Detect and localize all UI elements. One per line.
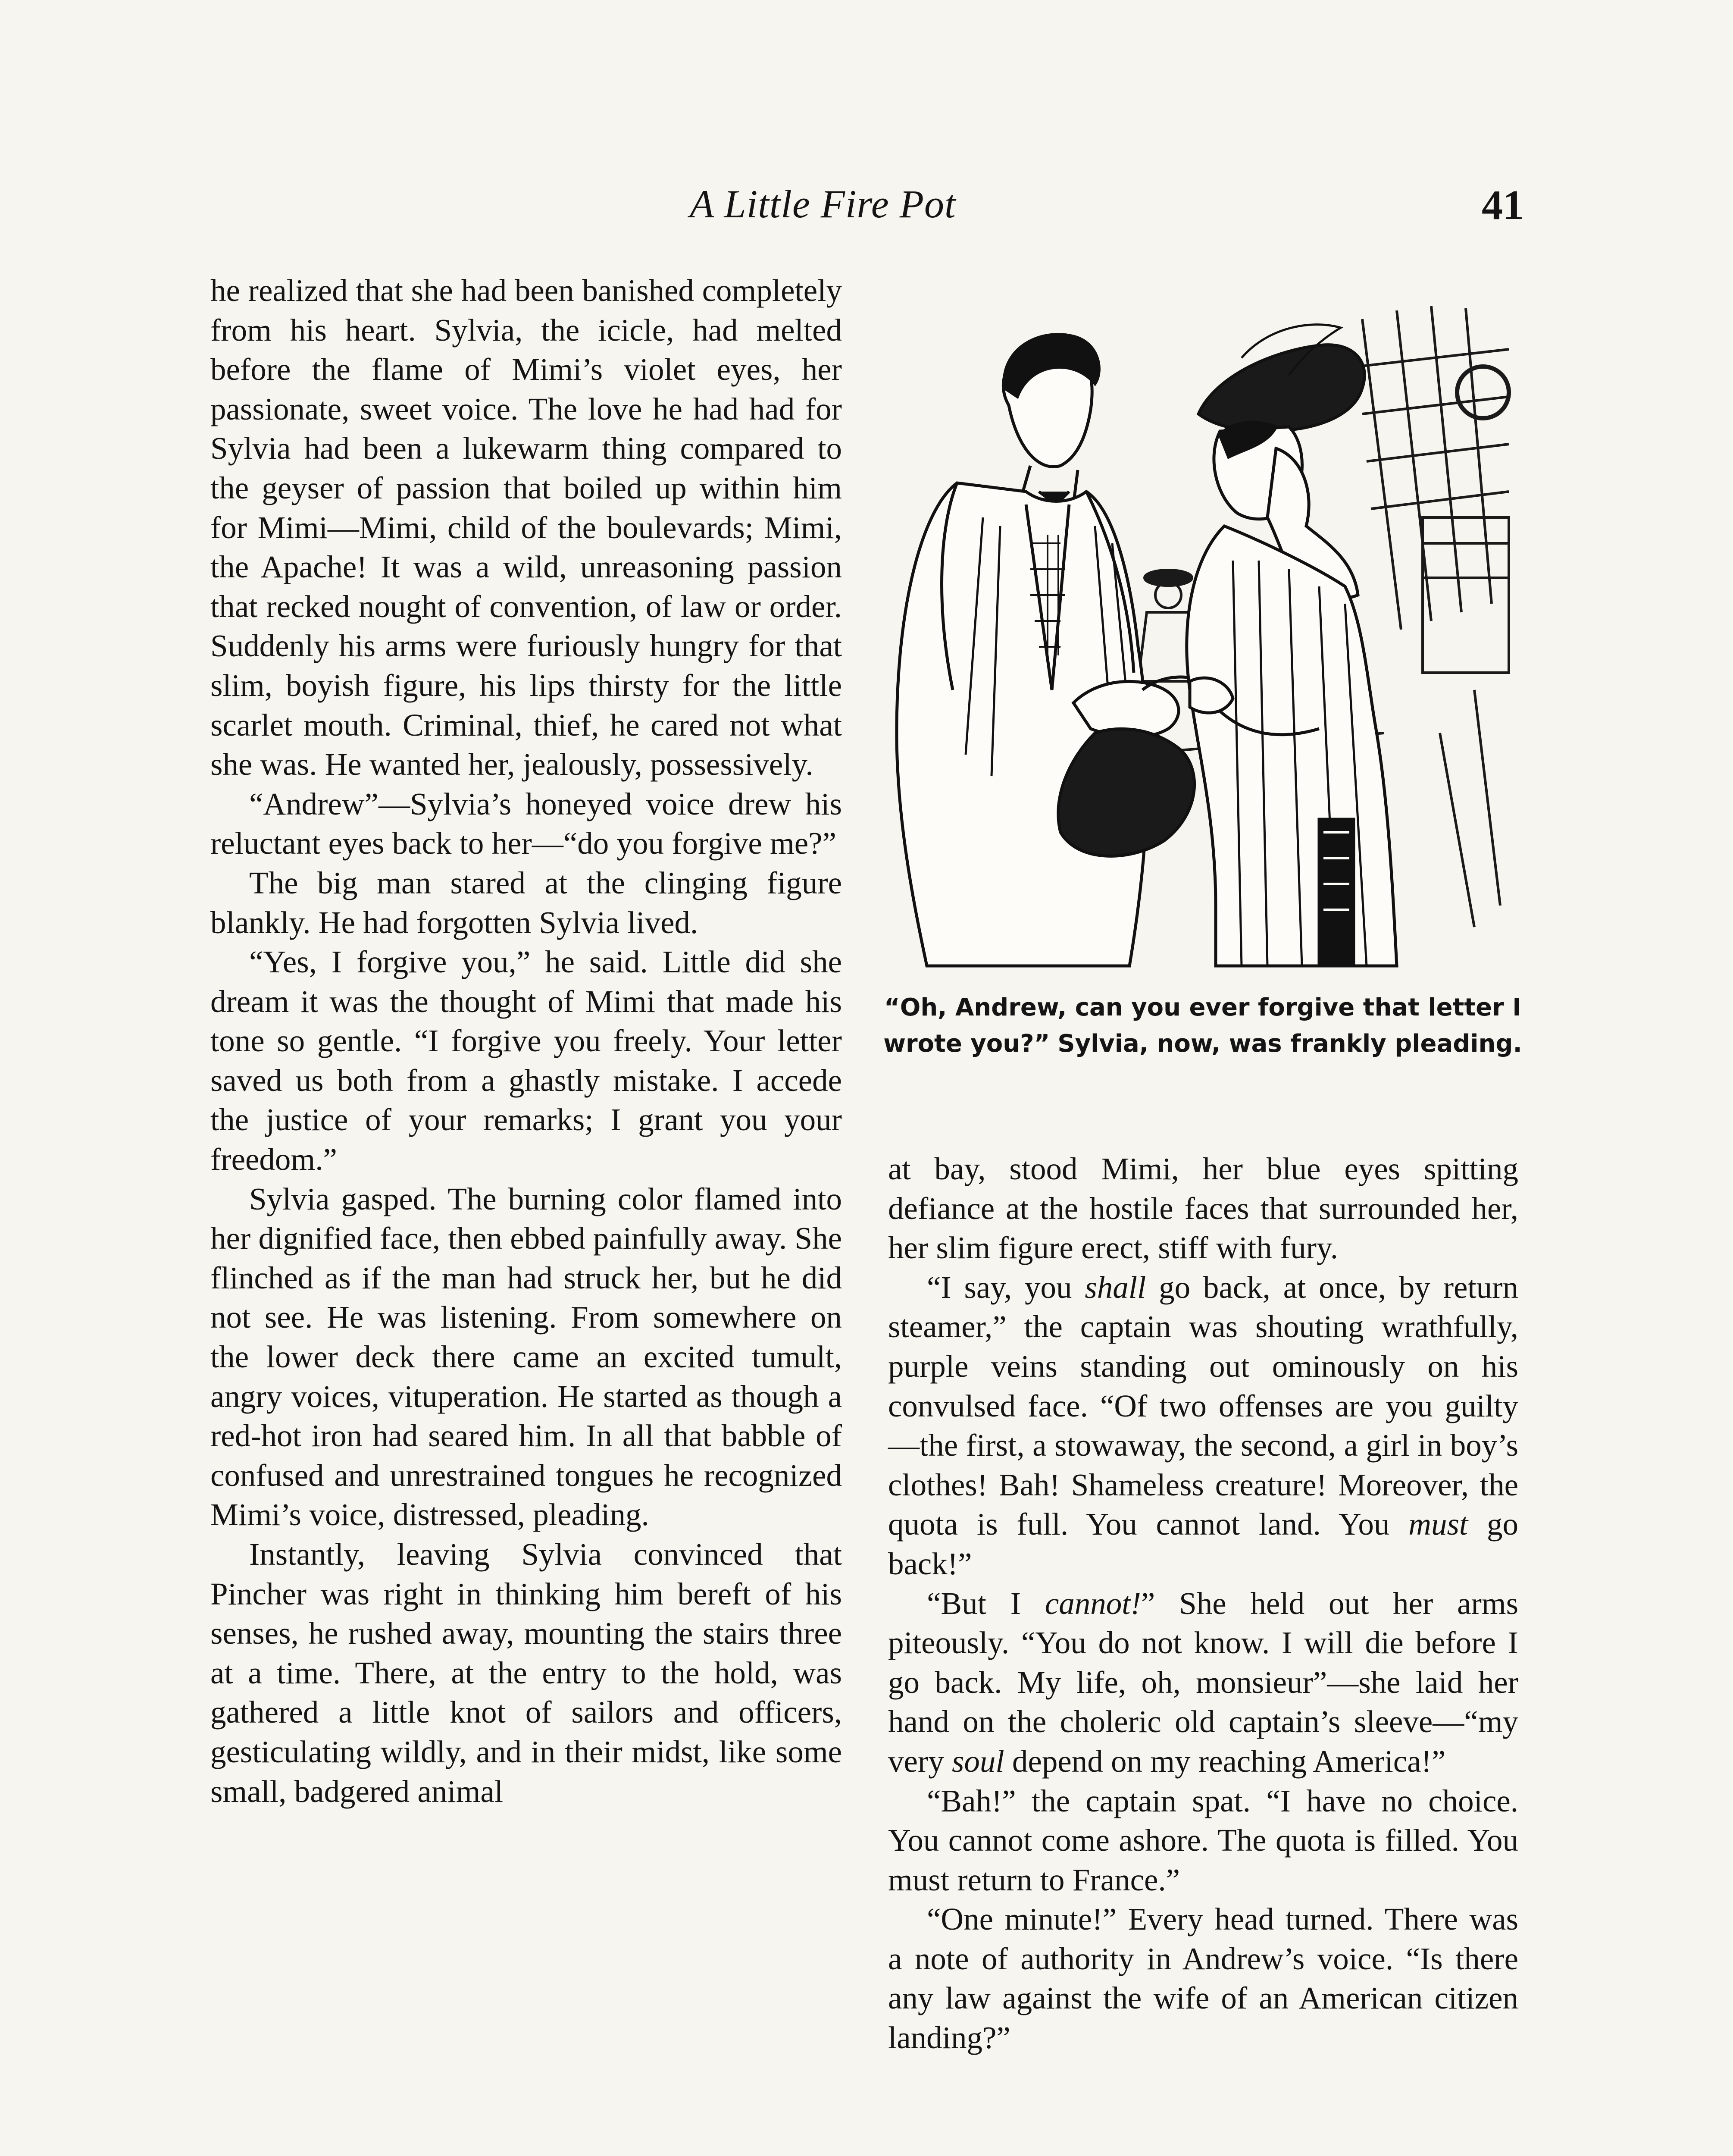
paragraph: “Yes, I forgive you,” he said. Little did she dream it was the thought of Mimi that made his tone so gentle. “I forgive you freely. Your letter saved us both from a ghastly mistake. I accede the justice of your remarks; I grant you your freedom.”: [210, 944, 842, 1177]
emphasis: must: [1408, 1507, 1468, 1542]
paragraph: “Bah!” the captain spat. “I have no choice. You cannot come ashore. The quota is filled. You must return to France.”: [888, 1783, 1518, 1897]
caption-quote: “Oh, Andrew, can you ever forgive that letter I wrote you?”: [883, 993, 1522, 1058]
paragraph: Instantly, leaving Sylvia convinced that Pincher was right in thinking him bereft of his senses, he rushed away, mounting the stairs three at a time. There, at the entry to the hold, was gathered a little knot of sailors and officers, gesticulating wildly, and in their midst, like some small, badgered animal: [210, 1537, 842, 1809]
illustration-caption: [871, 990, 1535, 1062]
page-number: 41: [1482, 182, 1524, 229]
paragraph: “Andrew”—Sylvia’s honeyed voice drew his reluctant eyes back to her—“do you forgive me?”: [210, 786, 842, 861]
illustration: [888, 302, 1518, 979]
running-header: [673, 181, 1524, 246]
paragraph: he realized that she had been banished completely from his heart. Sylvia, the icicle, had melted before the flame of Mimi’s violet eyes, her passionate, sweet voice. The love he had had for Sylvia had been a lukewarm thing compared to the geyser of passion that boiled up within him for Mimi—Mimi, child of the boulevards; Mimi, the Apache! It was a wild, unreasoning passion that recked nought of convention, of law or order. Suddenly his arms were furiously hungry for that slim, boyish figure, his lips thirsty for the little scarlet mouth. Criminal, thief, he cared not what she was. He wanted her, jealously, possessively.: [210, 273, 842, 782]
paragraph: The big man stared at the clinging figure blankly. He had forgotten Sylvia lived.: [210, 865, 842, 940]
emphasis: cannot!: [1045, 1586, 1141, 1621]
text-run: go back, at once, by return steamer,” the captain was shouting wrathfully, purple veins standing out ominously on his convulsed face. “Of two offenses are you guilty—the first, a stowaway, the second, a girl in boy’s clothes! Bah! Shameless creature! Moreover, the quota is full. You cannot land. You: [888, 1269, 1518, 1542]
paragraph: [888, 1584, 1518, 1781]
paragraph: Sylvia gasped. The burning color flamed into her dignified face, then ebbed painfully away. She flinched as if the man had struck her, but he did not see. He was listening. From somewhere on the lower deck there came an excited tumult, angry voices, vituperation. He started as though a red-hot iron had seared him. In all that babble of confused and unrestrained tongues he recognized Mimi’s voice, distressed, pleading.: [210, 1181, 842, 1532]
right-text-column: [888, 1149, 1518, 2058]
text-run: “But I: [927, 1586, 1045, 1621]
paragraph: “One minute!” Every head turned. There was a note of authority in Andrew’s voice. “Is there any law against the wife of an American citizen landing?”: [888, 1902, 1518, 2056]
text-run: depend on my reaching America!”: [1004, 1743, 1446, 1779]
illustration-drawing-icon: [888, 302, 1518, 979]
text-run: “I say, you: [927, 1269, 1085, 1305]
text-run: go back!”: [888, 1507, 1519, 1581]
left-text-column: [210, 271, 842, 1811]
caption-tail: Sylvia, now, was frankly pleading.: [1057, 1030, 1522, 1058]
emphasis: soul: [951, 1743, 1004, 1779]
paragraph: [888, 1268, 1518, 1584]
text-run: ” She held out her arms piteously. “You do not know. I will die before I go back. My life, oh, monsieur”—she laid her hand on the choleric old captain’s sleeve—“my very: [888, 1586, 1518, 1779]
paragraph: at bay, stood Mimi, her blue eyes spitting defiance at the hostile faces that surrounded her, her slim figure erect, stiff with fury.: [888, 1151, 1518, 1266]
running-title: A Little Fire Pot: [690, 182, 956, 226]
emphasis: shall: [1085, 1269, 1146, 1305]
